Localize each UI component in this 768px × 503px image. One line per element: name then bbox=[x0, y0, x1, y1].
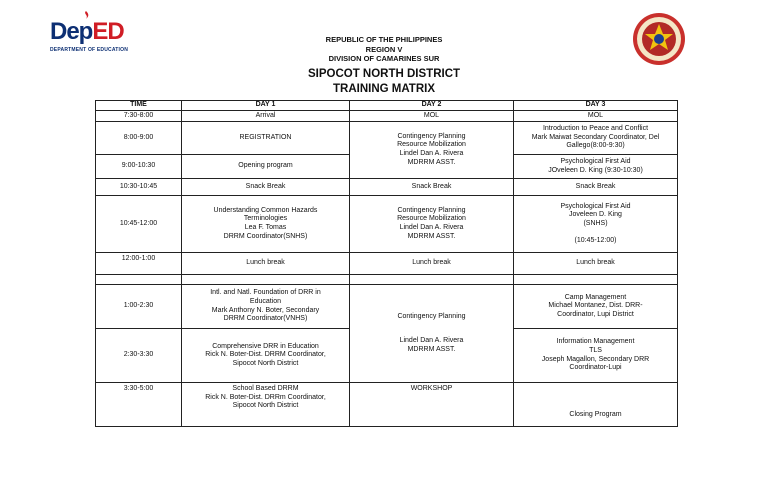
time-cell: 10:30-10:45 bbox=[96, 179, 182, 196]
table-row-empty bbox=[96, 275, 678, 285]
empty-cell bbox=[96, 275, 182, 285]
day1-cell bbox=[182, 383, 350, 427]
cell-line: TLS bbox=[589, 346, 602, 354]
column-header: DAY 1 bbox=[182, 101, 350, 111]
day1-cell bbox=[182, 329, 350, 383]
time-cell: 8:00-9:00 bbox=[96, 122, 182, 155]
column-header: DAY 2 bbox=[350, 101, 514, 111]
cell-line: Information Management bbox=[556, 338, 635, 346]
day2-cell bbox=[350, 196, 514, 253]
cell-line: Camp Management bbox=[564, 293, 627, 301]
cell-line: Psychological First Aid bbox=[560, 202, 631, 210]
column-header: TIME bbox=[96, 101, 182, 111]
cell-line: Introduction to Peace and Conflict bbox=[542, 125, 649, 133]
cell-line: MDRRM ASST. bbox=[407, 158, 456, 166]
cell-line: Contingency Planning bbox=[397, 312, 466, 320]
table-row bbox=[96, 253, 678, 275]
cell-line: School Based DRRM bbox=[232, 385, 299, 392]
cell-line: Lea F. Tomas bbox=[244, 224, 287, 231]
day3-cell: MOL bbox=[514, 111, 678, 122]
cell-line: Joseph Magallon, Secondary DRR bbox=[541, 355, 650, 363]
table-row bbox=[96, 122, 678, 155]
table-row bbox=[96, 285, 678, 329]
table-header-row bbox=[96, 101, 678, 111]
cell-line: Coordinator-Lupi bbox=[569, 364, 622, 372]
day1-cell: Arrival bbox=[182, 111, 350, 122]
day3-cell bbox=[514, 285, 678, 329]
cell-line: Understanding Common Hazards bbox=[213, 206, 318, 214]
header-line-2: REGION V bbox=[365, 44, 403, 54]
day2-cell: Lunch break bbox=[350, 253, 514, 275]
table-row bbox=[96, 111, 678, 122]
cell-line: Comprehensive DRR in Education bbox=[212, 342, 319, 350]
cell-line: Psychological First Aid bbox=[560, 157, 631, 165]
day2-cell bbox=[350, 285, 514, 383]
cell-line: Lindel Dan A. Rivera bbox=[399, 150, 464, 157]
cell-line: JOveleen D. King (9:30-10:30) bbox=[548, 166, 643, 174]
day3-cell bbox=[514, 329, 678, 383]
cell-line: Contingency Planning bbox=[397, 132, 466, 140]
cell-line: Rick N. Boter-Dist. DRRm Coordinator, bbox=[205, 393, 326, 401]
cell-line bbox=[352, 321, 511, 329]
day1-cell bbox=[182, 196, 350, 253]
cell-line: Intl. and Natl. Foundation of DRR in bbox=[210, 289, 321, 297]
header-line-3: DIVISION OF CAMARINES SUR bbox=[328, 54, 440, 63]
matrix-title: TRAINING MATRIX bbox=[332, 83, 435, 95]
cell-line: Mark Anthony N. Boter, Secondary bbox=[211, 306, 320, 314]
empty-cell bbox=[182, 275, 350, 285]
day2-cell: WORKSHOP bbox=[350, 383, 514, 427]
table-row bbox=[96, 196, 678, 253]
cell-line: Resource Mobilization bbox=[397, 215, 466, 223]
cell-line: Education bbox=[249, 297, 282, 305]
cell-line: MDRRM ASST. bbox=[407, 345, 456, 353]
day1-cell: REGISTRATION bbox=[182, 122, 350, 155]
time-cell: 9:00-10:30 bbox=[96, 155, 182, 179]
cell-line bbox=[516, 229, 675, 237]
day3-cell bbox=[514, 155, 678, 179]
day2-cell: Snack Break bbox=[350, 179, 514, 196]
time-cell: 3:30-5:00 bbox=[96, 383, 182, 427]
cell-line: DRRM Coordinator(SNHS) bbox=[223, 232, 308, 240]
table-row bbox=[96, 383, 678, 427]
cell-line: Sipocot North District bbox=[232, 402, 299, 410]
cell-line bbox=[352, 329, 511, 337]
time-cell: 2:30-3:30 bbox=[96, 329, 182, 383]
cell-line: Resource Mobilization bbox=[397, 141, 466, 149]
cell-line: Contingency Planning bbox=[397, 206, 466, 214]
time-cell: 1:00-2:30 bbox=[96, 285, 182, 329]
column-header: DAY 3 bbox=[514, 101, 678, 111]
cell-line: Terminologies bbox=[243, 215, 288, 223]
day1-cell: Opening program bbox=[182, 155, 350, 179]
day2-cell: MOL bbox=[350, 111, 514, 122]
time-cell: 7:30-8:00 bbox=[96, 111, 182, 122]
cell-line: DRRM Coordinator(VNHS) bbox=[223, 315, 308, 323]
cell-line: Lindel Dan A. Rivera bbox=[399, 337, 464, 345]
torch-icon bbox=[80, 10, 92, 24]
cell-line: Gallego(8:00-9:30) bbox=[566, 142, 625, 150]
empty-cell bbox=[350, 275, 514, 285]
day3-cell: Closing Program bbox=[514, 383, 678, 427]
cell-line: Lindel Dan A. Rivera bbox=[399, 224, 464, 231]
cell-line: MDRRM ASST. bbox=[407, 232, 456, 240]
day3-cell: Lunch break bbox=[514, 253, 678, 275]
training-matrix-table bbox=[95, 100, 678, 427]
day3-cell bbox=[514, 122, 678, 155]
day1-cell: Lunch break bbox=[182, 253, 350, 275]
cell-line: Joveleen D. King bbox=[569, 211, 622, 219]
cell-line: Mark Maiwat Secondary Coordinator, Del bbox=[531, 133, 660, 141]
time-cell: 12:00-1:00 bbox=[96, 253, 182, 275]
deped-subtitle: DEPARTMENT OF EDUCATION bbox=[50, 47, 129, 53]
header-line-1: REPUBLIC OF THE PHILIPPINES bbox=[325, 35, 443, 44]
day2-cell bbox=[350, 122, 514, 179]
cell-line: Rick N. Boter-Dist. DRRM Coordinator, bbox=[205, 351, 326, 359]
empty-cell bbox=[514, 275, 678, 285]
cell-line: Michael Montanez, Dist. DRR- bbox=[548, 302, 643, 310]
cell-line: (10:45-12:00) bbox=[574, 236, 617, 244]
time-cell: 10:45-12:00 bbox=[96, 196, 182, 253]
cell-line: (SNHS) bbox=[583, 220, 608, 227]
day3-cell bbox=[514, 196, 678, 253]
district-title: SIPOCOT NORTH DISTRICT bbox=[307, 68, 461, 80]
cell-line: Sipocot North District bbox=[232, 359, 299, 367]
day1-cell: Snack Break bbox=[182, 179, 350, 196]
day3-cell: Snack Break bbox=[514, 179, 678, 196]
day1-cell bbox=[182, 285, 350, 329]
table-row bbox=[96, 179, 678, 196]
cell-line: Coordinator, Lupi District bbox=[557, 310, 634, 318]
deped-wordmark: DepED bbox=[50, 18, 124, 45]
